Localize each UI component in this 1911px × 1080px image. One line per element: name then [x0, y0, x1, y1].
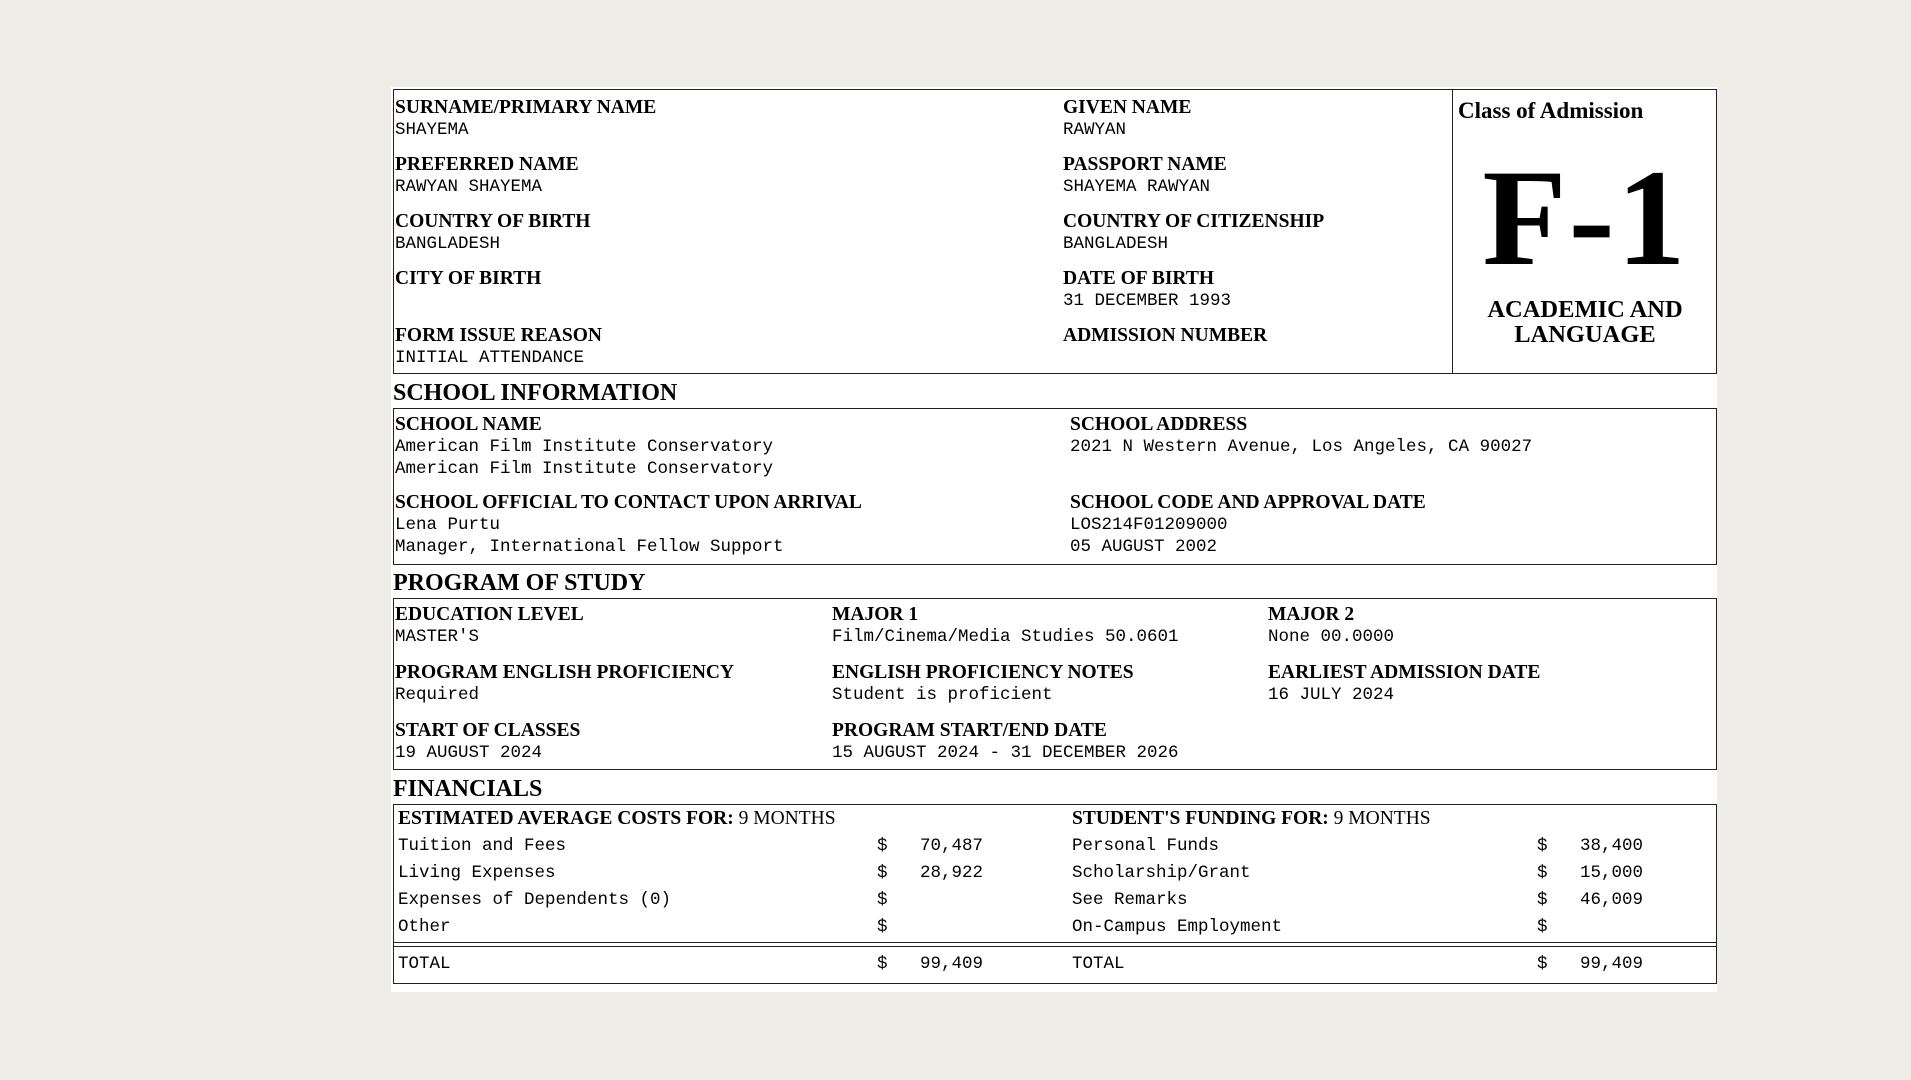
funding-item: Personal Funds — [1072, 836, 1220, 856]
given-name-field — [1063, 96, 1191, 141]
school-code-field — [1070, 491, 1426, 558]
class-of-admission-title: Class of Admission — [1458, 98, 1644, 123]
surname-field — [395, 96, 656, 141]
cost-amount: 28,922 — [919, 863, 983, 883]
program-dates-label: PROGRAM START/END DATE — [832, 720, 1107, 741]
funding-currency: $ — [1537, 836, 1548, 856]
funding-amount: 46,009 — [1579, 890, 1643, 910]
major-2-label: MAJOR 2 — [1268, 604, 1355, 625]
financials-total-rule-1 — [393, 942, 1717, 943]
english-proficiency-value: Required — [395, 685, 480, 705]
school-name-line-1: American Film Institute Conservatory — [395, 437, 774, 457]
major-2-value: None 00.0000 — [1268, 627, 1395, 647]
cost-amount: 70,487 — [919, 836, 983, 856]
funding-total-currency: $ — [1537, 954, 1548, 974]
education-level-label: EDUCATION LEVEL — [395, 604, 584, 625]
english-proficiency-label: PROGRAM ENGLISH PROFICIENCY — [395, 662, 735, 683]
admission-number-field — [1063, 324, 1267, 347]
preferred-name-label: PREFERRED NAME — [395, 154, 579, 175]
school-official-title: Manager, International Fellow Support — [395, 537, 784, 557]
class-of-admission-code: F-1 — [1482, 141, 1688, 294]
school-official-name: Lena Purtu — [395, 515, 501, 535]
costs-period: 9 MONTHS — [738, 808, 836, 829]
form-issue-reason-field — [395, 324, 602, 369]
country-of-birth-field — [395, 210, 590, 255]
category-line-1: ACADEMIC AND — [1487, 296, 1683, 323]
school-code-label: SCHOOL CODE AND APPROVAL DATE — [1070, 492, 1426, 513]
country-of-citizenship-label: COUNTRY OF CITIZENSHIP — [1063, 211, 1325, 232]
country-of-birth-label: COUNTRY OF BIRTH — [395, 211, 591, 232]
financials-total-rule-2 — [393, 946, 1717, 947]
form-issue-reason-value: INITIAL ATTENDANCE — [395, 348, 585, 368]
funding-row — [1072, 860, 1672, 887]
school-name-label: SCHOOL NAME — [395, 414, 542, 435]
funding-heading — [1072, 807, 1431, 830]
cost-row — [398, 914, 998, 941]
school-information-heading: SCHOOL INFORMATION — [393, 380, 678, 406]
country-of-citizenship-value: BANGLADESH — [1063, 234, 1169, 254]
school-name-line-2: American Film Institute Conservatory — [395, 459, 774, 479]
costs-total-label: TOTAL — [398, 954, 451, 974]
date-of-birth-field — [1063, 267, 1231, 312]
cost-row — [398, 860, 998, 887]
major-1-label: MAJOR 1 — [832, 604, 919, 625]
earliest-admission-value: 16 JULY 2024 — [1268, 685, 1395, 705]
costs-total-row — [398, 951, 998, 978]
funding-amount: 15,000 — [1579, 863, 1643, 883]
funding-period: 9 MONTHS — [1333, 808, 1431, 829]
funding-currency: $ — [1537, 863, 1548, 883]
costs-total-currency: $ — [877, 954, 888, 974]
passport-name-value: SHAYEMA RAWYAN — [1063, 177, 1211, 197]
school-code-value: LOS214F01209000 — [1070, 515, 1228, 535]
i20-form-page — [391, 87, 1717, 992]
date-of-birth-value: 31 DECEMBER 1993 — [1063, 291, 1232, 311]
surname-label: SURNAME/PRIMARY NAME — [395, 97, 657, 118]
earliest-admission-label: EARLIEST ADMISSION DATE — [1268, 662, 1541, 683]
category-line-2: LANGUAGE — [1514, 321, 1656, 348]
form-issue-reason-label: FORM ISSUE REASON — [395, 325, 602, 346]
city-of-birth-label: CITY OF BIRTH — [395, 268, 542, 289]
country-of-citizenship-field — [1063, 210, 1324, 255]
school-name-field — [395, 413, 773, 480]
given-name-value: RAWYAN — [1063, 120, 1127, 140]
date-of-birth-label: DATE OF BIRTH — [1063, 268, 1215, 289]
start-of-classes-value: 19 AUGUST 2024 — [395, 743, 543, 763]
passport-name-field — [1063, 153, 1227, 198]
given-name-label: GIVEN NAME — [1063, 97, 1192, 118]
start-of-classes-label: START OF CLASSES — [395, 720, 581, 741]
cost-item: Expenses of Dependents (0) — [398, 890, 672, 910]
funding-currency: $ — [1537, 917, 1548, 937]
english-notes-label: ENGLISH PROFICIENCY NOTES — [832, 662, 1134, 683]
country-of-birth-value: BANGLADESH — [395, 234, 501, 254]
cost-currency: $ — [877, 917, 888, 937]
school-approval-date: 05 AUGUST 2002 — [1070, 537, 1218, 557]
costs-total-amount: 99,409 — [919, 954, 983, 974]
costs-heading — [398, 807, 836, 830]
school-address-field — [1070, 413, 1532, 458]
funding-item: See Remarks — [1072, 890, 1188, 910]
admission-number-label: ADMISSION NUMBER — [1063, 325, 1268, 346]
program-dates-value: 15 AUGUST 2024 - 31 DECEMBER 2026 — [832, 743, 1179, 763]
school-official-label: SCHOOL OFFICIAL TO CONTACT UPON ARRIVAL — [395, 492, 862, 513]
city-of-birth-field — [395, 267, 541, 290]
earliest-admission-field — [1268, 661, 1540, 706]
school-address-value: 2021 N Western Avenue, Los Angeles, CA 90027 — [1070, 437, 1533, 457]
english-notes-field — [832, 661, 1134, 706]
financials-heading: FINANCIALS — [393, 776, 543, 802]
surname-value: SHAYEMA — [395, 120, 469, 140]
passport-name-label: PASSPORT NAME — [1063, 154, 1227, 175]
school-address-label: SCHOOL ADDRESS — [1070, 414, 1248, 435]
funding-total-row — [1072, 951, 1672, 978]
funding-total-label: TOTAL — [1072, 954, 1125, 974]
cost-row — [398, 887, 998, 914]
school-official-field — [395, 491, 862, 558]
costs-heading-label: ESTIMATED AVERAGE COSTS FOR: — [398, 808, 734, 829]
education-level-value: MASTER'S — [395, 627, 480, 647]
english-notes-value: Student is proficient — [832, 685, 1053, 705]
program-dates-field — [832, 719, 1179, 764]
funding-row — [1072, 887, 1672, 914]
education-level-field — [395, 603, 584, 648]
cost-currency: $ — [877, 836, 888, 856]
funding-item: Scholarship/Grant — [1072, 863, 1251, 883]
cost-item: Other — [398, 917, 451, 937]
funding-row — [1072, 833, 1672, 860]
funding-total-amount: 99,409 — [1579, 954, 1643, 974]
cost-currency: $ — [877, 863, 888, 883]
class-of-admission-divider — [1452, 89, 1453, 374]
funding-currency: $ — [1537, 890, 1548, 910]
major-1-field — [832, 603, 1179, 648]
funding-row — [1072, 914, 1672, 941]
major-2-field — [1268, 603, 1394, 648]
funding-item: On-Campus Employment — [1072, 917, 1283, 937]
cost-item: Living Expenses — [398, 863, 556, 883]
english-proficiency-field — [395, 661, 734, 706]
preferred-name-value: RAWYAN SHAYEMA — [395, 177, 543, 197]
program-of-study-heading: PROGRAM OF STUDY — [393, 570, 646, 596]
cost-currency: $ — [877, 890, 888, 910]
class-of-admission-category — [1454, 297, 1716, 347]
funding-heading-label: STUDENT'S FUNDING FOR: — [1072, 808, 1329, 829]
start-of-classes-field — [395, 719, 580, 764]
cost-row — [398, 833, 998, 860]
preferred-name-field — [395, 153, 579, 198]
cost-item: Tuition and Fees — [398, 836, 567, 856]
funding-amount: 38,400 — [1579, 836, 1643, 856]
major-1-value: Film/Cinema/Media Studies 50.0601 — [832, 627, 1179, 647]
